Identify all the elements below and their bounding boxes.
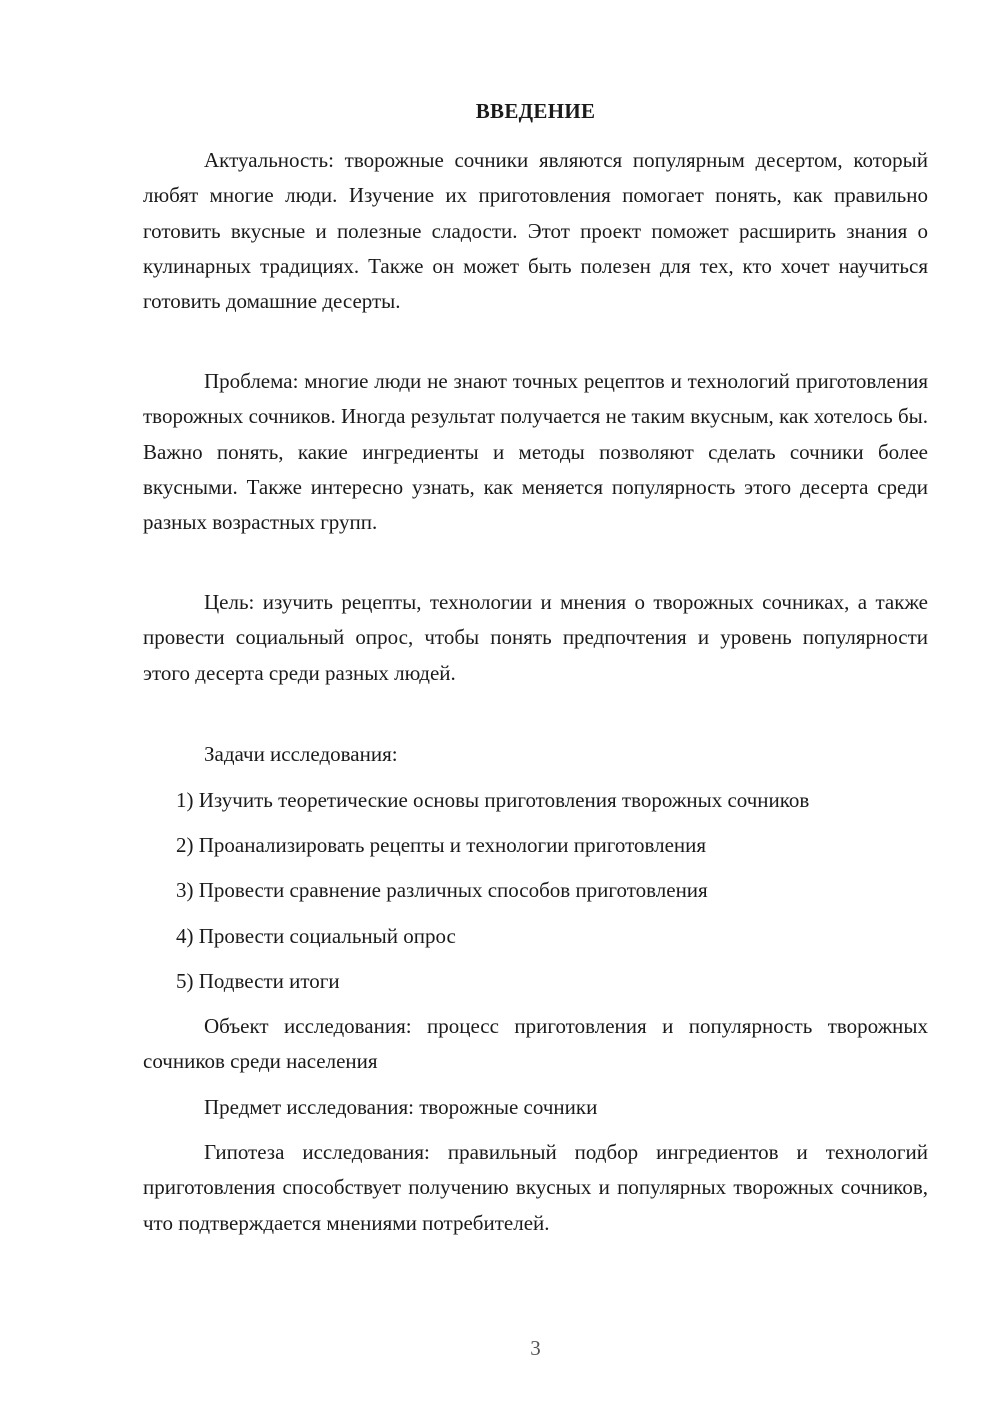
page-number: 3	[530, 1336, 541, 1360]
list-item: 1) Изучить теоретические основы приготовления творожных сочников	[176, 788, 810, 812]
paragraph-goal: Цель: изучить рецепты, технологии и мнения о творожных сочниках, а также провести социальный опрос, чтобы понять предпочтения и уровень популярности этого десерта среди разных людей.	[143, 590, 928, 685]
paragraph-problem: Проблема: многие люди не знают точных рецептов и технологий приготовления творожных сочников. Иногда результат получается не таким вкусным, как хотелось бы. Важно понять, какие ингредиенты и методы позволяют сделать сочники более вкусными. Также интересно узнать, как меняется популярность этого десерта среди разных возрастных групп.	[143, 369, 928, 535]
paragraph-relevance: Актуальность: творожные сочники являются популярным десертом, который любят многие люди. Изучение их приготовления помогает понять, как правильно готовить вкусные и полезные сладости. Этот проект поможет расширить знания о кулинарных традициях. Также он может быть полезен для тех, кто хочет научиться готовить домашние десерты.	[143, 148, 928, 314]
paragraph-object: Объект исследования: процесс приготовления и популярность творожных сочников среди населения	[143, 1014, 928, 1074]
document-page	[143, 0, 928, 1414]
list-item: 2) Проанализировать рецепты и технологии приготовления	[176, 833, 707, 857]
paragraph-subject: Предмет исследования: творожные сочники	[204, 1095, 598, 1119]
tasks-heading: Задачи исследования:	[204, 742, 398, 766]
list-item: 5) Подвести итоги	[176, 969, 340, 993]
list-item: 4) Провести социальный опрос	[176, 924, 456, 948]
paragraph-hypothesis: Гипотеза исследования: правильный подбор ингредиентов и технологий приготовления способствует получению вкусных и популярных творожных сочников, что подтверждается мнениями потребителей.	[143, 1140, 928, 1235]
list-item: 3) Провести сравнение различных способов приготовления	[176, 878, 708, 902]
section-title: ВВЕДЕНИЕ	[475, 99, 596, 123]
